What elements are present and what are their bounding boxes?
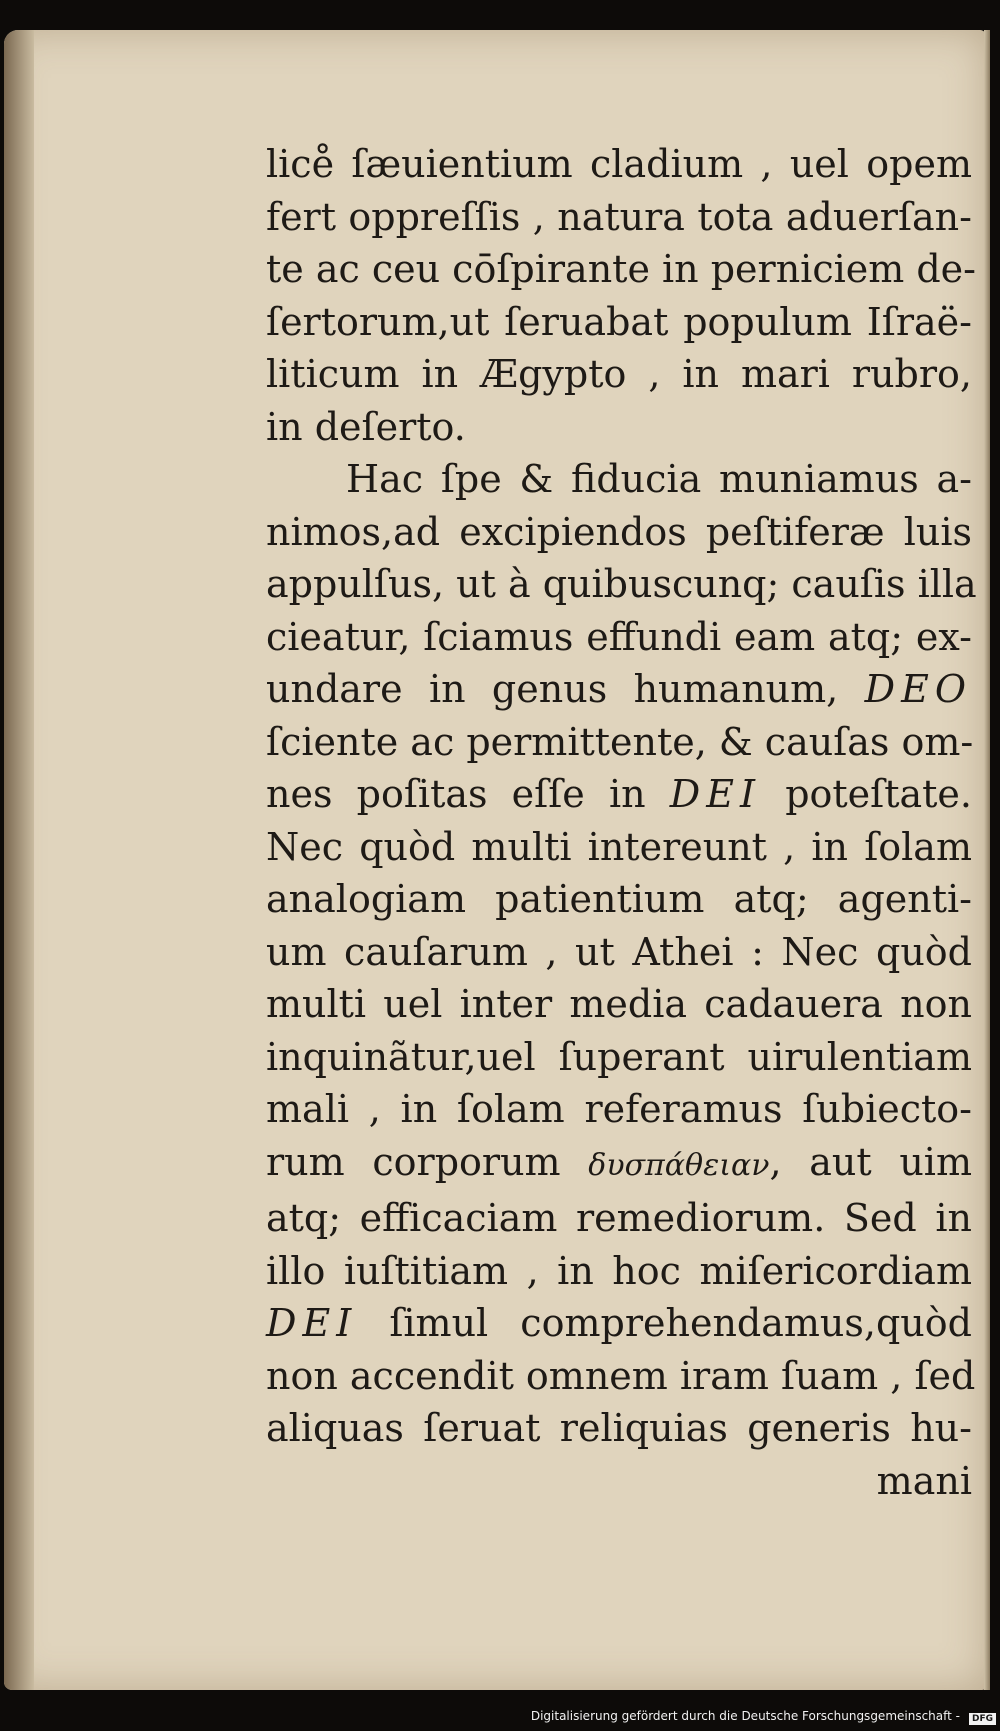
greek-word: δυσπάθειαν — [588, 1147, 770, 1183]
text-segment: ſimul comprehendamus,quòd — [389, 1301, 972, 1345]
text-line — [266, 663, 972, 716]
text-segment: undare in genus humanum, — [266, 667, 839, 711]
text-line: Hac ſpe & fiducia muniamus a- — [346, 457, 972, 501]
smallcaps-word: DEO — [864, 667, 972, 711]
dfg-logo: DFG — [969, 1713, 996, 1725]
text-line: te ac ceu cōſpirante in perniciem de- — [266, 247, 977, 291]
text-line: in deſerto. — [266, 404, 466, 449]
text-line: cieatur, ſciamus effundi eam atq; ex- — [266, 614, 972, 659]
text-line: nimos,ad excipiendos peſtiferæ luis — [266, 509, 972, 554]
text-line: multi uel inter media cadauera non — [266, 982, 972, 1026]
catchword: mani — [876, 1458, 972, 1503]
text-line: illo iuſtitiam , in hoc miſericordiam — [266, 1248, 972, 1293]
text-line — [266, 768, 972, 821]
text-segment: rum corporum — [266, 1139, 561, 1184]
text-line — [266, 1297, 972, 1350]
text-segment: , aut uim — [769, 1139, 972, 1184]
text-line: aliquas ſeruat reliquias generis hu- — [266, 1406, 972, 1450]
text-line: mali , in ſolam referamus ſubiecto- — [266, 1087, 972, 1131]
text-line: appulſus, ut à quibuscunq; cauſis illa — [266, 562, 977, 606]
text-segment: poteſtate. — [785, 772, 972, 816]
smallcaps-word: DEI — [669, 772, 761, 816]
text-line: ſciente ac permittente, & cauſas om- — [266, 719, 974, 764]
digitization-credit: Digitalisierung gefördert durch die Deutsche Forschungsgemeinschaft - — [530, 1709, 960, 1723]
smallcaps-word: DEI — [266, 1301, 358, 1345]
text-line: inquinãtur,uel ſuperant uirulentiam — [266, 1034, 972, 1079]
page-text — [266, 138, 977, 1507]
page-edge — [984, 30, 990, 1690]
text-line: liticum in Ægypto , in mari rubro, — [266, 352, 972, 396]
text-line — [266, 1136, 972, 1193]
text-line: atq; efficaciam remediorum. Sed in — [266, 1196, 972, 1240]
text-segment: nes poſitas eſſe in — [266, 772, 646, 816]
text-line: fert oppreſſis , natura tota aduerſan- — [266, 194, 972, 239]
text-line: analogiam patientium atq; agenti- — [266, 877, 972, 921]
text-line: um cauſarum , ut Athei : Nec quòd — [266, 929, 972, 974]
text-line: non accendit omnem iram ſuam , ſed — [266, 1353, 976, 1398]
text-line: Nec quòd multi intereunt , in ſolam — [266, 824, 972, 869]
page-gutter — [4, 30, 34, 1690]
text-line: ſertorum,ut ſeruabat populum Iſraë- — [266, 299, 972, 344]
text-line: lice̊ ſæuientium cladium , uel opem — [266, 142, 972, 186]
